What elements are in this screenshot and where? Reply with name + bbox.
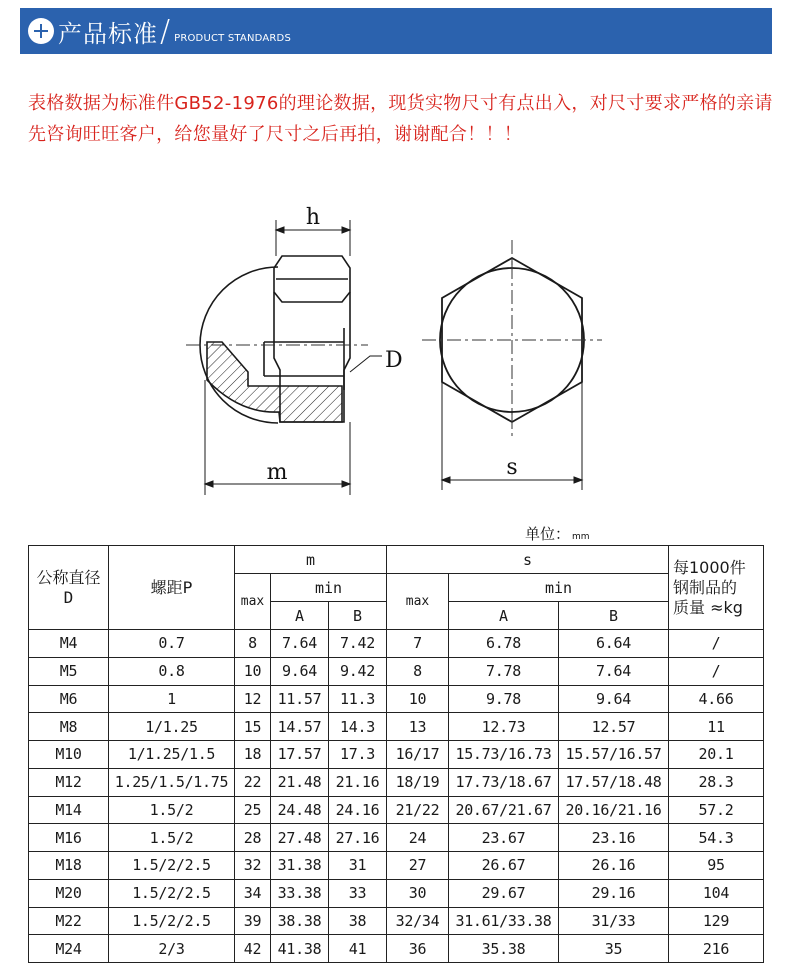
label-m: m	[266, 460, 288, 485]
cell-s-a: 15.73/16.73	[449, 741, 559, 769]
cell-m-max: 10	[235, 657, 271, 685]
table-row	[29, 796, 764, 824]
cell-mass: 20.1	[669, 741, 764, 769]
cell-p: 1.5/2/2.5	[109, 879, 235, 907]
leader-d	[350, 356, 382, 372]
cell-m-a: 11.57	[271, 685, 329, 713]
header-s: s	[387, 546, 669, 574]
cell-s-a: 7.78	[449, 657, 559, 685]
cell-s-max: 7	[387, 630, 449, 658]
table-row	[29, 768, 764, 796]
cell-m-b: 9.42	[329, 657, 387, 685]
cell-m-a: 38.38	[271, 907, 329, 935]
cell-s-b: 7.64	[559, 657, 669, 685]
cell-s-a: 9.78	[449, 685, 559, 713]
cell-m-max: 25	[235, 796, 271, 824]
cell-m-b: 33	[329, 879, 387, 907]
header-s-a: A	[449, 602, 559, 630]
cell-s-max: 13	[387, 713, 449, 741]
cell-d: M8	[29, 713, 109, 741]
plus-circle-icon	[28, 18, 54, 44]
cell-m-a: 31.38	[271, 852, 329, 880]
cell-m-b: 31	[329, 852, 387, 880]
cell-s-a: 35.38	[449, 935, 559, 963]
table-row	[29, 657, 764, 685]
cell-m-b: 14.3	[329, 713, 387, 741]
cell-p: 1.25/1.5/1.75	[109, 768, 235, 796]
cell-m-max: 34	[235, 879, 271, 907]
cell-m-max: 32	[235, 852, 271, 880]
header-m-a: A	[271, 602, 329, 630]
cell-s-max: 32/34	[387, 907, 449, 935]
cell-d: M22	[29, 907, 109, 935]
table-row	[29, 879, 764, 907]
header-s-b: B	[559, 602, 669, 630]
cell-m-max: 42	[235, 935, 271, 963]
header-m-b: B	[329, 602, 387, 630]
cell-s-b: 9.64	[559, 685, 669, 713]
cell-m-a: 41.38	[271, 935, 329, 963]
cell-mass: 54.3	[669, 824, 764, 852]
cell-mass: 28.3	[669, 768, 764, 796]
table-row	[29, 713, 764, 741]
cell-m-a: 21.48	[271, 768, 329, 796]
cell-p: 1.5/2	[109, 796, 235, 824]
cell-s-b: 17.57/18.48	[559, 768, 669, 796]
cell-mass: /	[669, 630, 764, 658]
cell-mass: 57.2	[669, 796, 764, 824]
label-d: D	[385, 348, 403, 373]
cell-m-b: 21.16	[329, 768, 387, 796]
cell-s-max: 24	[387, 824, 449, 852]
cell-s-max: 18/19	[387, 768, 449, 796]
cell-s-b: 35	[559, 935, 669, 963]
unit-prefix: 单位：	[525, 525, 571, 543]
table-row	[29, 907, 764, 935]
cell-m-b: 38	[329, 907, 387, 935]
cell-s-b: 6.64	[559, 630, 669, 658]
cell-s-b: 12.57	[559, 713, 669, 741]
cell-mass: /	[669, 657, 764, 685]
cell-m-max: 39	[235, 907, 271, 935]
section-title: 产品标准	[58, 19, 158, 48]
header-m-min: min	[271, 574, 387, 602]
cell-p: 1/1.25	[109, 713, 235, 741]
cell-p: 0.7	[109, 630, 235, 658]
cell-d: M24	[29, 935, 109, 963]
cell-s-b: 29.16	[559, 879, 669, 907]
cell-s-max: 27	[387, 852, 449, 880]
cell-m-a: 24.48	[271, 796, 329, 824]
header-s-max: max	[387, 574, 449, 630]
cell-mass: 4.66	[669, 685, 764, 713]
cell-s-max: 30	[387, 879, 449, 907]
cell-mass: 11	[669, 713, 764, 741]
label-s: s	[506, 455, 518, 480]
cell-d: M4	[29, 630, 109, 658]
cell-m-max: 22	[235, 768, 271, 796]
cell-s-max: 10	[387, 685, 449, 713]
table-row	[29, 935, 764, 963]
header-m: m	[235, 546, 387, 574]
cell-m-b: 7.42	[329, 630, 387, 658]
cell-s-b: 20.16/21.16	[559, 796, 669, 824]
cell-s-max: 8	[387, 657, 449, 685]
cell-s-a: 29.67	[449, 879, 559, 907]
section-header	[20, 8, 772, 54]
cell-s-a: 6.78	[449, 630, 559, 658]
table-row	[29, 630, 764, 658]
cell-m-b: 17.3	[329, 741, 387, 769]
cell-mass: 95	[669, 852, 764, 880]
cell-m-a: 27.48	[271, 824, 329, 852]
cell-d: M14	[29, 796, 109, 824]
cell-m-a: 9.64	[271, 657, 329, 685]
cell-p: 2/3	[109, 935, 235, 963]
cell-d: M5	[29, 657, 109, 685]
table-row	[29, 824, 764, 852]
header-mass: 每1000件 钢制品的 质量 ≈kg	[669, 546, 764, 630]
notice-text: 表格数据为标准件GB52-1976的理论数据，现货实物尺寸有点出入，对尺寸要求严格的亲请先咨询旺旺客户，给您量好了尺寸之后再拍，谢谢配合！！！	[28, 93, 773, 145]
cell-m-b: 11.3	[329, 685, 387, 713]
cell-s-b: 31/33	[559, 907, 669, 935]
cell-m-b: 41	[329, 935, 387, 963]
title-separator: /	[160, 13, 171, 49]
unit-label	[525, 523, 590, 544]
header-s-min: min	[449, 574, 669, 602]
cell-d: M16	[29, 824, 109, 852]
header-pitch: 螺距P	[109, 546, 235, 630]
cell-mass: 216	[669, 935, 764, 963]
cell-d: M10	[29, 741, 109, 769]
table-row	[29, 741, 764, 769]
cell-m-a: 17.57	[271, 741, 329, 769]
section-subtitle: PRODUCT STANDARDS	[174, 32, 292, 44]
cell-m-b: 24.16	[329, 796, 387, 824]
cap-nut-diagram	[0, 190, 790, 510]
cell-s-b: 15.57/16.57	[559, 741, 669, 769]
top-view-centerlines	[422, 240, 602, 438]
cell-s-a: 12.73	[449, 713, 559, 741]
cell-p: 1.5/2	[109, 824, 235, 852]
cell-d: M20	[29, 879, 109, 907]
cell-p: 0.8	[109, 657, 235, 685]
cell-m-max: 8	[235, 630, 271, 658]
cell-s-a: 20.67/21.67	[449, 796, 559, 824]
cell-m-max: 18	[235, 741, 271, 769]
cell-d: M18	[29, 852, 109, 880]
cell-mass: 129	[669, 907, 764, 935]
label-h: h	[305, 205, 321, 230]
cell-m-b: 27.16	[329, 824, 387, 852]
table-row	[29, 852, 764, 880]
cell-mass: 104	[669, 879, 764, 907]
cell-m-a: 14.57	[271, 713, 329, 741]
cell-p: 1/1.25/1.5	[109, 741, 235, 769]
cell-p: 1	[109, 685, 235, 713]
cell-s-b: 26.16	[559, 852, 669, 880]
spec-table	[28, 545, 764, 963]
cell-m-a: 7.64	[271, 630, 329, 658]
table-row	[29, 685, 764, 713]
cell-d: M6	[29, 685, 109, 713]
cell-m-max: 15	[235, 713, 271, 741]
cell-s-a: 31.61/33.38	[449, 907, 559, 935]
cell-m-max: 12	[235, 685, 271, 713]
cell-s-a: 23.67	[449, 824, 559, 852]
cell-p: 1.5/2/2.5	[109, 907, 235, 935]
header-m-max: max	[235, 574, 271, 630]
cell-s-a: 17.73/18.67	[449, 768, 559, 796]
cell-d: M12	[29, 768, 109, 796]
cell-s-a: 26.67	[449, 852, 559, 880]
unit-value: mm	[572, 532, 590, 542]
header-nominal-diameter: 公称直径 D	[29, 546, 109, 630]
cell-s-max: 16/17	[387, 741, 449, 769]
cell-s-max: 21/22	[387, 796, 449, 824]
cell-s-b: 23.16	[559, 824, 669, 852]
cell-m-max: 28	[235, 824, 271, 852]
cell-m-a: 33.38	[271, 879, 329, 907]
cell-p: 1.5/2/2.5	[109, 852, 235, 880]
cell-s-max: 36	[387, 935, 449, 963]
